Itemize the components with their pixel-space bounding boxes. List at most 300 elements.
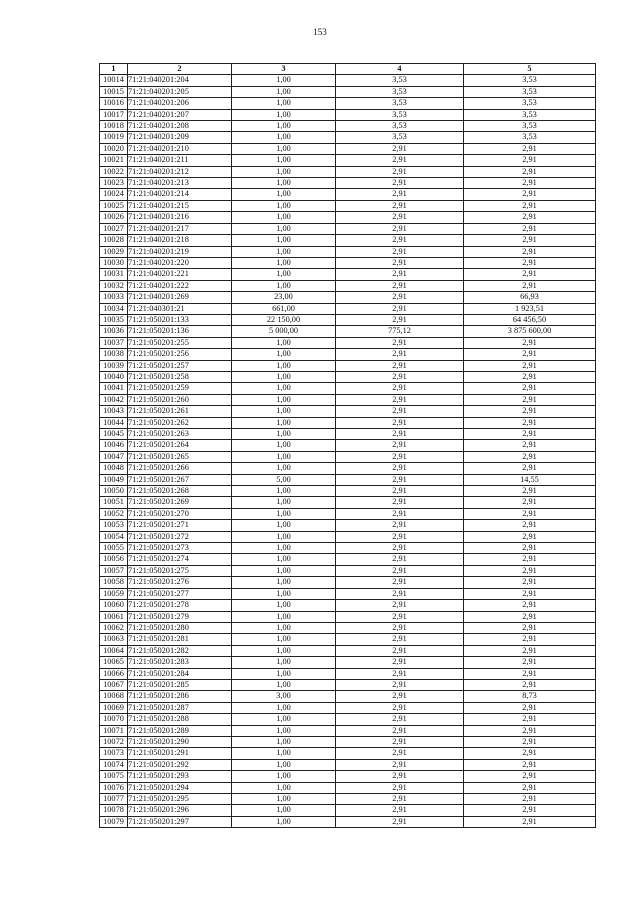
rate-cell: 2,91	[336, 223, 464, 234]
area-cell: 1,00	[232, 736, 336, 747]
rate-cell: 2,91	[336, 543, 464, 554]
rate-cell: 2,91	[336, 200, 464, 211]
amount-cell: 2,91	[464, 520, 596, 531]
column-header: 4	[336, 64, 464, 75]
cadastral-number-cell: 71:21:040201:212	[128, 166, 232, 177]
amount-cell: 2,91	[464, 178, 596, 189]
rate-cell: 2,91	[336, 292, 464, 303]
cadastral-number-cell: 71:21:040201:205	[128, 86, 232, 97]
table-row	[100, 314, 596, 325]
area-cell: 1,00	[232, 486, 336, 497]
column-header: 5	[464, 64, 596, 75]
rate-cell: 2,91	[336, 577, 464, 588]
table-row	[100, 794, 596, 805]
rate-cell: 2,91	[336, 155, 464, 166]
table-row	[100, 645, 596, 656]
table-row	[100, 463, 596, 474]
table-row	[100, 223, 596, 234]
rate-cell: 3,53	[336, 109, 464, 120]
area-cell: 1,00	[232, 520, 336, 531]
area-cell: 1,00	[232, 75, 336, 86]
table-row	[100, 600, 596, 611]
amount-cell: 2,91	[464, 212, 596, 223]
area-cell: 1,00	[232, 759, 336, 770]
cadastral-number-cell: 71:21:050201:275	[128, 565, 232, 576]
row-number-cell: 10041	[100, 383, 128, 394]
row-number-cell: 10076	[100, 782, 128, 793]
rate-cell: 2,91	[336, 520, 464, 531]
area-cell: 1,00	[232, 417, 336, 428]
column-header: 3	[232, 64, 336, 75]
cadastral-number-cell: 71:21:050201:258	[128, 371, 232, 382]
amount-cell: 2,91	[464, 771, 596, 782]
rate-cell: 2,91	[336, 748, 464, 759]
rate-cell: 2,91	[336, 246, 464, 257]
rate-cell: 2,91	[336, 440, 464, 451]
table-row	[100, 816, 596, 827]
row-number-cell: 10048	[100, 463, 128, 474]
row-number-cell: 10078	[100, 805, 128, 816]
area-cell: 1,00	[232, 782, 336, 793]
amount-cell: 2,91	[464, 394, 596, 405]
cadastral-number-cell: 71:21:050201:260	[128, 394, 232, 405]
table-row	[100, 360, 596, 371]
rate-cell: 3,53	[336, 98, 464, 109]
row-number-cell: 10062	[100, 622, 128, 633]
row-number-cell: 10045	[100, 429, 128, 440]
amount-cell: 3,53	[464, 75, 596, 86]
area-cell: 1,00	[232, 155, 336, 166]
area-cell: 1,00	[232, 543, 336, 554]
cadastral-number-cell: 71:21:050201:286	[128, 691, 232, 702]
cadastral-number-cell: 71:21:050201:295	[128, 794, 232, 805]
rate-cell: 2,91	[336, 531, 464, 542]
row-number-cell: 10044	[100, 417, 128, 428]
rate-cell: 2,91	[336, 736, 464, 747]
area-cell: 1,00	[232, 109, 336, 120]
table-row	[100, 235, 596, 246]
cadastral-number-cell: 71:21:050201:282	[128, 645, 232, 656]
data-table	[99, 63, 596, 828]
area-cell: 1,00	[232, 816, 336, 827]
area-cell: 1,00	[232, 771, 336, 782]
row-number-cell: 10029	[100, 246, 128, 257]
row-number-cell: 10051	[100, 497, 128, 508]
row-number-cell: 10036	[100, 326, 128, 337]
table-row	[100, 668, 596, 679]
area-cell: 1,00	[232, 497, 336, 508]
amount-cell: 2,91	[464, 782, 596, 793]
amount-cell: 2,91	[464, 645, 596, 656]
rate-cell: 2,91	[336, 725, 464, 736]
amount-cell: 2,91	[464, 577, 596, 588]
area-cell: 1,00	[232, 611, 336, 622]
table-row	[100, 371, 596, 382]
table-row	[100, 771, 596, 782]
rate-cell: 2,91	[336, 280, 464, 291]
cadastral-number-cell: 71:21:050201:133	[128, 314, 232, 325]
row-number-cell: 10017	[100, 109, 128, 120]
cadastral-number-cell: 71:21:040201:208	[128, 121, 232, 132]
table-row	[100, 189, 596, 200]
row-number-cell: 10027	[100, 223, 128, 234]
amount-cell: 2,91	[464, 349, 596, 360]
row-number-cell: 10064	[100, 645, 128, 656]
table-row	[100, 588, 596, 599]
rate-cell: 2,91	[336, 474, 464, 485]
cadastral-number-cell: 71:21:040201:218	[128, 235, 232, 246]
amount-cell: 2,91	[464, 679, 596, 690]
cadastral-number-cell: 71:21:050201:278	[128, 600, 232, 611]
cadastral-number-cell: 71:21:050201:266	[128, 463, 232, 474]
row-number-cell: 10042	[100, 394, 128, 405]
cadastral-number-cell: 71:21:050201:269	[128, 497, 232, 508]
area-cell: 1,00	[232, 280, 336, 291]
row-number-cell: 10053	[100, 520, 128, 531]
amount-cell: 3 875 600,00	[464, 326, 596, 337]
row-number-cell: 10073	[100, 748, 128, 759]
row-number-cell: 10037	[100, 337, 128, 348]
rate-cell: 2,91	[336, 565, 464, 576]
amount-cell: 2,91	[464, 736, 596, 747]
table-row	[100, 132, 596, 143]
area-cell: 1,00	[232, 565, 336, 576]
area-cell: 1,00	[232, 98, 336, 109]
amount-cell: 3,53	[464, 121, 596, 132]
table-row	[100, 565, 596, 576]
row-number-cell: 10065	[100, 657, 128, 668]
table-row	[100, 303, 596, 314]
table-row	[100, 349, 596, 360]
area-cell: 1,00	[232, 235, 336, 246]
amount-cell: 2,91	[464, 200, 596, 211]
cadastral-number-cell: 71:21:050201:274	[128, 554, 232, 565]
amount-cell: 2,91	[464, 269, 596, 280]
row-number-cell: 10068	[100, 691, 128, 702]
rate-cell: 2,91	[336, 383, 464, 394]
table-row	[100, 121, 596, 132]
page-number: 153	[313, 27, 327, 37]
table-row	[100, 257, 596, 268]
rate-cell: 2,91	[336, 212, 464, 223]
amount-cell: 2,91	[464, 463, 596, 474]
area-cell: 5,00	[232, 474, 336, 485]
rate-cell: 2,91	[336, 759, 464, 770]
area-cell: 1,00	[232, 588, 336, 599]
area-cell: 1,00	[232, 394, 336, 405]
table-row	[100, 417, 596, 428]
table-row	[100, 634, 596, 645]
table-row	[100, 451, 596, 462]
area-cell: 5 000,00	[232, 326, 336, 337]
rate-cell: 2,91	[336, 508, 464, 519]
rate-cell: 3,53	[336, 132, 464, 143]
rate-cell: 2,91	[336, 588, 464, 599]
cadastral-number-cell: 71:21:040201:206	[128, 98, 232, 109]
table-row	[100, 394, 596, 405]
amount-cell: 3,53	[464, 132, 596, 143]
amount-cell: 2,91	[464, 189, 596, 200]
row-number-cell: 10025	[100, 200, 128, 211]
area-cell: 1,00	[232, 748, 336, 759]
rate-cell: 2,91	[336, 611, 464, 622]
area-cell: 1,00	[232, 440, 336, 451]
row-number-cell: 10057	[100, 565, 128, 576]
row-number-cell: 10070	[100, 714, 128, 725]
row-number-cell: 10015	[100, 86, 128, 97]
table-row	[100, 691, 596, 702]
table-row	[100, 246, 596, 257]
cadastral-number-cell: 71:21:050201:262	[128, 417, 232, 428]
amount-cell: 66,93	[464, 292, 596, 303]
rate-cell: 2,91	[336, 691, 464, 702]
row-number-cell: 10038	[100, 349, 128, 360]
cadastral-number-cell: 71:21:050201:288	[128, 714, 232, 725]
area-cell: 1,00	[232, 451, 336, 462]
cadastral-number-cell: 71:21:040201:217	[128, 223, 232, 234]
amount-cell: 2,91	[464, 337, 596, 348]
amount-cell: 2,91	[464, 565, 596, 576]
table-row	[100, 714, 596, 725]
table-row	[100, 440, 596, 451]
cadastral-number-cell: 71:21:040201:220	[128, 257, 232, 268]
cadastral-number-cell: 71:21:040201:216	[128, 212, 232, 223]
row-number-cell: 10049	[100, 474, 128, 485]
table-row	[100, 292, 596, 303]
row-number-cell: 10077	[100, 794, 128, 805]
amount-cell: 2,91	[464, 143, 596, 154]
table-row	[100, 155, 596, 166]
table-row	[100, 657, 596, 668]
area-cell: 1,00	[232, 246, 336, 257]
cadastral-number-cell: 71:21:050201:279	[128, 611, 232, 622]
table-row	[100, 98, 596, 109]
row-number-cell: 10028	[100, 235, 128, 246]
rate-cell: 2,91	[336, 463, 464, 474]
amount-cell: 2,91	[464, 554, 596, 565]
cadastral-number-cell: 71:21:050201:291	[128, 748, 232, 759]
area-cell: 1,00	[232, 577, 336, 588]
rate-cell: 2,91	[336, 702, 464, 713]
area-cell: 1,00	[232, 622, 336, 633]
rate-cell: 2,91	[336, 805, 464, 816]
rate-cell: 2,91	[336, 497, 464, 508]
amount-cell: 2,91	[464, 383, 596, 394]
cadastral-number-cell: 71:21:040201:222	[128, 280, 232, 291]
rate-cell: 2,91	[336, 269, 464, 280]
row-number-cell: 10020	[100, 143, 128, 154]
area-cell: 1,00	[232, 360, 336, 371]
rate-cell: 2,91	[336, 429, 464, 440]
row-number-cell: 10024	[100, 189, 128, 200]
row-number-cell: 10019	[100, 132, 128, 143]
rate-cell: 2,91	[336, 371, 464, 382]
area-cell: 1,00	[232, 554, 336, 565]
cadastral-number-cell: 71:21:040201:219	[128, 246, 232, 257]
area-cell: 3,00	[232, 691, 336, 702]
area-cell: 23,00	[232, 292, 336, 303]
row-number-cell: 10022	[100, 166, 128, 177]
cadastral-number-cell: 71:21:050201:264	[128, 440, 232, 451]
area-cell: 1,00	[232, 645, 336, 656]
amount-cell: 2,91	[464, 417, 596, 428]
area-cell: 1,00	[232, 657, 336, 668]
amount-cell: 3,53	[464, 109, 596, 120]
cadastral-number-cell: 71:21:040201:210	[128, 143, 232, 154]
row-number-cell: 10058	[100, 577, 128, 588]
table-row	[100, 679, 596, 690]
rate-cell: 2,91	[336, 178, 464, 189]
area-cell: 1,00	[232, 600, 336, 611]
area-cell: 1,00	[232, 337, 336, 348]
cadastral-number-cell: 71:21:050201:297	[128, 816, 232, 827]
amount-cell: 3,53	[464, 98, 596, 109]
amount-cell: 2,91	[464, 622, 596, 633]
row-number-cell: 10026	[100, 212, 128, 223]
area-cell: 1,00	[232, 383, 336, 394]
cadastral-number-cell: 71:21:050201:267	[128, 474, 232, 485]
table-row	[100, 86, 596, 97]
row-number-cell: 10072	[100, 736, 128, 747]
amount-cell: 2,91	[464, 497, 596, 508]
amount-cell: 2,91	[464, 451, 596, 462]
area-cell: 1,00	[232, 166, 336, 177]
cadastral-number-cell: 71:21:050201:271	[128, 520, 232, 531]
table-row	[100, 200, 596, 211]
rate-cell: 2,91	[336, 816, 464, 827]
cadastral-number-cell: 71:21:050201:276	[128, 577, 232, 588]
rate-cell: 2,91	[336, 143, 464, 154]
amount-cell: 8,73	[464, 691, 596, 702]
cadastral-number-cell: 71:21:050201:294	[128, 782, 232, 793]
row-number-cell: 10034	[100, 303, 128, 314]
table-row	[100, 736, 596, 747]
rate-cell: 2,91	[336, 189, 464, 200]
table-row	[100, 531, 596, 542]
amount-cell: 2,91	[464, 725, 596, 736]
table-body	[100, 75, 596, 828]
row-number-cell: 10066	[100, 668, 128, 679]
amount-cell: 2,91	[464, 588, 596, 599]
rate-cell: 2,91	[336, 600, 464, 611]
row-number-cell: 10061	[100, 611, 128, 622]
rate-cell: 2,91	[336, 337, 464, 348]
amount-cell: 2,91	[464, 166, 596, 177]
amount-cell: 2,91	[464, 486, 596, 497]
rate-cell: 2,91	[336, 634, 464, 645]
table-row	[100, 406, 596, 417]
table-row	[100, 554, 596, 565]
amount-cell: 64 456,50	[464, 314, 596, 325]
table-row	[100, 508, 596, 519]
amount-cell: 2,91	[464, 759, 596, 770]
row-number-cell: 10075	[100, 771, 128, 782]
area-cell: 1,00	[232, 269, 336, 280]
amount-cell: 2,91	[464, 611, 596, 622]
cadastral-number-cell: 71:21:050201:263	[128, 429, 232, 440]
cadastral-number-cell: 71:21:050201:265	[128, 451, 232, 462]
area-cell: 1,00	[232, 634, 336, 645]
row-number-cell: 10074	[100, 759, 128, 770]
cadastral-number-cell: 71:21:050201:261	[128, 406, 232, 417]
row-number-cell: 10067	[100, 679, 128, 690]
cadastral-number-cell: 71:21:050201:136	[128, 326, 232, 337]
row-number-cell: 10032	[100, 280, 128, 291]
amount-cell: 2,91	[464, 748, 596, 759]
row-number-cell: 10040	[100, 371, 128, 382]
row-number-cell: 10035	[100, 314, 128, 325]
rate-cell: 2,91	[336, 679, 464, 690]
rate-cell: 2,91	[336, 645, 464, 656]
rate-cell: 2,91	[336, 394, 464, 405]
cadastral-number-cell: 71:21:050201:280	[128, 622, 232, 633]
table-header-row	[100, 64, 596, 75]
cadastral-number-cell: 71:21:050201:289	[128, 725, 232, 736]
area-cell: 1,00	[232, 223, 336, 234]
cadastral-number-cell: 71:21:050201:277	[128, 588, 232, 599]
rate-cell: 2,91	[336, 714, 464, 725]
table-row	[100, 212, 596, 223]
rate-cell: 2,91	[336, 794, 464, 805]
cadastral-number-cell: 71:21:040201:211	[128, 155, 232, 166]
table-row	[100, 497, 596, 508]
row-number-cell: 10039	[100, 360, 128, 371]
row-number-cell: 10043	[100, 406, 128, 417]
area-cell: 1,00	[232, 805, 336, 816]
amount-cell: 2,91	[464, 600, 596, 611]
row-number-cell: 10047	[100, 451, 128, 462]
area-cell: 1,00	[232, 349, 336, 360]
cadastral-number-cell: 71:21:050201:290	[128, 736, 232, 747]
cadastral-number-cell: 71:21:050201:293	[128, 771, 232, 782]
amount-cell: 2,91	[464, 794, 596, 805]
area-cell: 1,00	[232, 725, 336, 736]
rate-cell: 2,91	[336, 657, 464, 668]
cadastral-number-cell: 71:21:050201:296	[128, 805, 232, 816]
row-number-cell: 10052	[100, 508, 128, 519]
cadastral-number-cell: 71:21:050201:283	[128, 657, 232, 668]
amount-cell: 2,91	[464, 257, 596, 268]
area-cell: 1,00	[232, 463, 336, 474]
amount-cell: 2,91	[464, 155, 596, 166]
table-row	[100, 269, 596, 280]
table-row	[100, 577, 596, 588]
cadastral-number-cell: 71:21:050201:268	[128, 486, 232, 497]
cadastral-number-cell: 71:21:040201:213	[128, 178, 232, 189]
area-cell: 1,00	[232, 794, 336, 805]
amount-cell: 2,91	[464, 668, 596, 679]
area-cell: 1,00	[232, 668, 336, 679]
area-cell: 1,00	[232, 679, 336, 690]
cadastral-number-cell: 71:21:050201:281	[128, 634, 232, 645]
amount-cell: 1 923,51	[464, 303, 596, 314]
amount-cell: 2,91	[464, 223, 596, 234]
area-cell: 1,00	[232, 86, 336, 97]
rate-cell: 2,91	[336, 668, 464, 679]
rate-cell: 2,91	[336, 349, 464, 360]
amount-cell: 2,91	[464, 235, 596, 246]
amount-cell: 2,91	[464, 657, 596, 668]
cadastral-number-cell: 71:21:040201:215	[128, 200, 232, 211]
amount-cell: 2,91	[464, 634, 596, 645]
rate-cell: 2,91	[336, 314, 464, 325]
area-cell: 1,00	[232, 212, 336, 223]
row-number-cell: 10054	[100, 531, 128, 542]
cadastral-number-cell: 71:21:050201:259	[128, 383, 232, 394]
rate-cell: 2,91	[336, 417, 464, 428]
area-cell: 1,00	[232, 143, 336, 154]
area-cell: 1,00	[232, 189, 336, 200]
